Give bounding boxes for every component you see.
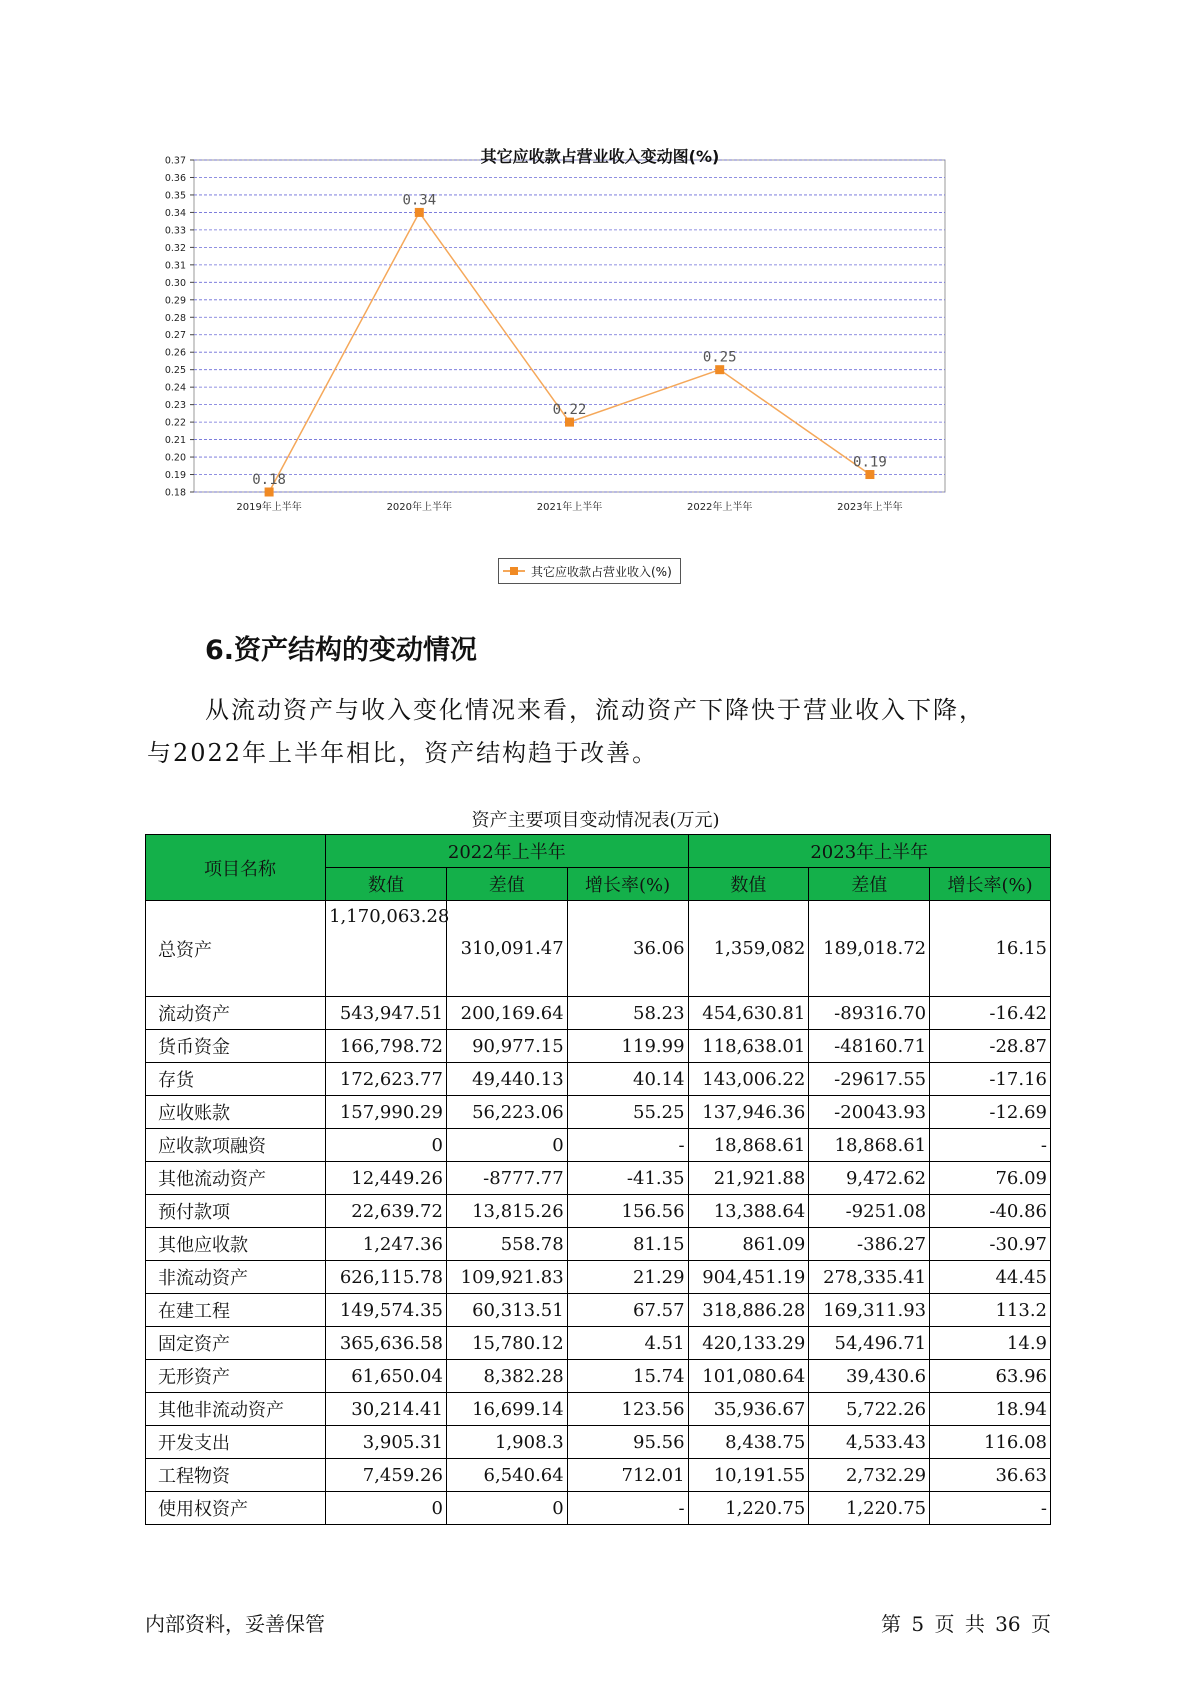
table-cell: 35,936.67 (688, 1393, 809, 1426)
table-cell: -20043.93 (809, 1096, 930, 1129)
table-cell: 143,006.22 (688, 1063, 809, 1096)
y-tick-label: 0.26 (164, 347, 186, 359)
header-value: 数值 (326, 868, 447, 901)
table-cell: 1,220.75 (809, 1492, 930, 1525)
table-cell: 365,636.58 (326, 1327, 447, 1360)
row-label: 总资产 (146, 901, 326, 997)
data-label: 0.25 (702, 349, 737, 366)
table-cell: 21,921.88 (688, 1162, 809, 1195)
row-label: 应收账款 (146, 1096, 326, 1129)
header-growth: 增长率(%) (567, 868, 688, 901)
table-cell: 558.78 (446, 1228, 567, 1261)
table-caption: 资产主要项目变动情况表(万元) (471, 810, 720, 831)
table-cell: 55.25 (567, 1096, 688, 1129)
table-cell: 2,732.29 (809, 1459, 930, 1492)
table-cell: 4,533.43 (809, 1426, 930, 1459)
table-cell: 200,169.64 (446, 997, 567, 1030)
table-cell: 44.45 (930, 1261, 1051, 1294)
row-label: 开发支出 (146, 1426, 326, 1459)
data-point-marker (715, 365, 724, 374)
table-cell: 118,638.01 (688, 1030, 809, 1063)
table-cell: 63.96 (930, 1360, 1051, 1393)
line-chart (140, 130, 1060, 600)
chart-legend (498, 558, 681, 584)
data-label: 0.19 (853, 454, 887, 471)
table-cell: 56,223.06 (446, 1096, 567, 1129)
y-tick-label: 0.22 (164, 417, 186, 429)
y-tick-label: 0.23 (164, 400, 186, 412)
table-cell: 8,382.28 (446, 1360, 567, 1393)
table-cell: 137,946.36 (688, 1096, 809, 1129)
table-cell: 14.9 (930, 1327, 1051, 1360)
chart-canvas (140, 130, 1060, 600)
y-tick-label: 0.36 (164, 172, 186, 184)
table-cell: 1,220.75 (688, 1492, 809, 1525)
y-tick-label: 0.34 (164, 207, 186, 219)
y-tick-label: 0.24 (164, 382, 186, 394)
table-cell: 0 (326, 1129, 447, 1162)
table-cell: 30,214.41 (326, 1393, 447, 1426)
table-cell: 157,990.29 (326, 1096, 447, 1129)
data-point-marker (265, 488, 274, 497)
x-tick-label: 2022年上半年 (686, 502, 753, 513)
header-period-2023: 2023年上半年 (688, 835, 1050, 868)
table-row (146, 1492, 1051, 1525)
table-row (146, 1228, 1051, 1261)
table-cell: 278,335.41 (809, 1261, 930, 1294)
row-label: 非流动资产 (146, 1261, 326, 1294)
row-label: 其他非流动资产 (146, 1393, 326, 1426)
y-tick-label: 0.19 (164, 470, 186, 482)
footer-confidential-note: 内部资料，妥善保管 (145, 1612, 325, 1636)
table-cell: 1,359,082 (688, 901, 809, 997)
data-point-marker (415, 208, 424, 217)
table-cell: - (567, 1129, 688, 1162)
row-label: 使用权资产 (146, 1492, 326, 1525)
table-cell: 67.57 (567, 1294, 688, 1327)
table-row (146, 997, 1051, 1030)
legend-label: 其它应收款占营业收入(%) (531, 564, 672, 579)
table-cell: 0 (326, 1492, 447, 1525)
table-cell: -48160.71 (809, 1030, 930, 1063)
row-label: 货币资金 (146, 1030, 326, 1063)
table-cell: 10,191.55 (688, 1459, 809, 1492)
table-cell: 119.99 (567, 1030, 688, 1063)
table-cell: -12.69 (930, 1096, 1051, 1129)
row-label: 在建工程 (146, 1294, 326, 1327)
row-label: 预付款项 (146, 1195, 326, 1228)
table-cell: 626,115.78 (326, 1261, 447, 1294)
table-cell: 95.56 (567, 1426, 688, 1459)
table-cell: -9251.08 (809, 1195, 930, 1228)
table-cell: 18,868.61 (688, 1129, 809, 1162)
y-tick-label: 0.18 (164, 487, 186, 499)
table-cell: 1,908.3 (446, 1426, 567, 1459)
table-cell: 123.56 (567, 1393, 688, 1426)
table-cell: 40.14 (567, 1063, 688, 1096)
table-cell: 3,905.31 (326, 1426, 447, 1459)
table-cell: 90,977.15 (446, 1030, 567, 1063)
table-cell: 149,574.35 (326, 1294, 447, 1327)
table-cell: 18,868.61 (809, 1129, 930, 1162)
chart-title: 其它应收款占营业收入变动图(%) (480, 147, 720, 166)
table-cell: -41.35 (567, 1162, 688, 1195)
legend-marker-icon (503, 566, 525, 576)
table-cell: -30.97 (930, 1228, 1051, 1261)
y-tick-label: 0.35 (164, 190, 186, 202)
table-cell: 4.51 (567, 1327, 688, 1360)
row-label: 工程物资 (146, 1459, 326, 1492)
row-label: 固定资产 (146, 1327, 326, 1360)
y-tick-label: 0.32 (164, 242, 186, 254)
table-row (146, 901, 1051, 997)
table-cell: 54,496.71 (809, 1327, 930, 1360)
table-cell: 169,311.93 (809, 1294, 930, 1327)
table-cell: 18.94 (930, 1393, 1051, 1426)
table-cell: 8,438.75 (688, 1426, 809, 1459)
table-cell: 172,623.77 (326, 1063, 447, 1096)
y-tick-label: 0.31 (164, 260, 186, 272)
table-cell: 113.2 (930, 1294, 1051, 1327)
row-label: 其他应收款 (146, 1228, 326, 1261)
table-cell: 15.74 (567, 1360, 688, 1393)
y-tick-label: 0.29 (164, 295, 186, 307)
row-label: 存货 (146, 1063, 326, 1096)
y-tick-label: 0.25 (164, 365, 186, 377)
table-cell: 166,798.72 (326, 1030, 447, 1063)
table-cell: 58.23 (567, 997, 688, 1030)
table-cell: 16.15 (930, 901, 1051, 997)
table-cell: 16,699.14 (446, 1393, 567, 1426)
table-cell: 15,780.12 (446, 1327, 567, 1360)
table-row (146, 1426, 1051, 1459)
table-cell: - (567, 1492, 688, 1525)
table-row (146, 1393, 1051, 1426)
table-cell: 1,247.36 (326, 1228, 447, 1261)
row-label: 流动资产 (146, 997, 326, 1030)
table-row (146, 1360, 1051, 1393)
table-cell: -29617.55 (809, 1063, 930, 1096)
y-tick-label: 0.37 (164, 155, 186, 167)
table-cell: 0 (446, 1129, 567, 1162)
table-cell: 420,133.29 (688, 1327, 809, 1360)
paragraph-line-1: 从流动资产与收入变化情况来看，流动资产下降快于营业收入下降， (205, 696, 985, 724)
y-tick-label: 0.30 (164, 277, 186, 289)
table-cell: 189,018.72 (809, 901, 930, 997)
table-cell: 21.29 (567, 1261, 688, 1294)
table-cell: 1,170,063.28 (326, 901, 447, 997)
table-cell: 543,947.51 (326, 997, 447, 1030)
asset-change-table (145, 834, 1051, 1525)
table-cell: 13,815.26 (446, 1195, 567, 1228)
y-tick-label: 0.33 (164, 225, 186, 237)
table-cell: 116.08 (930, 1426, 1051, 1459)
table-cell: 156.56 (567, 1195, 688, 1228)
table-cell: 861.09 (688, 1228, 809, 1261)
data-label: 0.18 (252, 472, 286, 488)
table-cell: 39,430.6 (809, 1360, 930, 1393)
table-row (146, 1327, 1051, 1360)
table-cell: 22,639.72 (326, 1195, 447, 1228)
header-value: 数值 (688, 868, 809, 901)
header-diff: 差值 (446, 868, 567, 901)
x-tick-label: 2020年上半年 (386, 502, 453, 513)
table-row (146, 1129, 1051, 1162)
table-cell: 9,472.62 (809, 1162, 930, 1195)
table-row (146, 1030, 1051, 1063)
table-row (146, 1096, 1051, 1129)
table-cell: 76.09 (930, 1162, 1051, 1195)
table-row (146, 1195, 1051, 1228)
table-cell: 12,449.26 (326, 1162, 447, 1195)
table-cell: -89316.70 (809, 997, 930, 1030)
footer-page-number: 第 5 页 共 36 页 (881, 1612, 1051, 1636)
header-growth: 增长率(%) (930, 868, 1051, 901)
table-cell: 0 (446, 1492, 567, 1525)
table-cell: 49,440.13 (446, 1063, 567, 1096)
table-cell: 36.63 (930, 1459, 1051, 1492)
paragraph-line-2: 与2022年上半年相比，资产结构趋于改善。 (147, 739, 659, 767)
table-cell: 101,080.64 (688, 1360, 809, 1393)
table-cell: -16.42 (930, 997, 1051, 1030)
table-cell: -28.87 (930, 1030, 1051, 1063)
table-cell: 60,313.51 (446, 1294, 567, 1327)
header-period-2022: 2022年上半年 (326, 835, 688, 868)
x-tick-label: 2023年上半年 (837, 502, 903, 513)
section-heading: 6.资产结构的变动情况 (205, 635, 478, 666)
table-cell: -8777.77 (446, 1162, 567, 1195)
table-cell: - (930, 1492, 1051, 1525)
data-point-marker (565, 418, 574, 427)
table-cell: 6,540.64 (446, 1459, 567, 1492)
row-label: 其他流动资产 (146, 1162, 326, 1195)
row-label: 无形资产 (146, 1360, 326, 1393)
x-tick-label: 2019年上半年 (236, 502, 302, 513)
table-cell: 712.01 (567, 1459, 688, 1492)
data-label: 0.34 (402, 192, 437, 209)
x-tick-label: 2021年上半年 (536, 502, 603, 513)
y-tick-label: 0.27 (164, 330, 186, 342)
table-cell: 454,630.81 (688, 997, 809, 1030)
table-cell: 310,091.47 (446, 901, 567, 997)
table-row (146, 1294, 1051, 1327)
table-cell: - (930, 1129, 1051, 1162)
table-row (146, 1063, 1051, 1096)
y-tick-label: 0.20 (164, 452, 186, 464)
y-tick-label: 0.28 (164, 312, 186, 324)
table-cell: 5,722.26 (809, 1393, 930, 1426)
table-cell: 7,459.26 (326, 1459, 447, 1492)
header-item-name: 项目名称 (146, 835, 326, 901)
data-label: 0.22 (552, 402, 587, 419)
table-cell: 13,388.64 (688, 1195, 809, 1228)
table-cell: -386.27 (809, 1228, 930, 1261)
table-cell: 318,886.28 (688, 1294, 809, 1327)
table-cell: 109,921.83 (446, 1261, 567, 1294)
y-tick-label: 0.21 (164, 435, 186, 447)
table-cell: -17.16 (930, 1063, 1051, 1096)
plot-area (194, 160, 945, 492)
table-cell: -40.86 (930, 1195, 1051, 1228)
table-cell: 81.15 (567, 1228, 688, 1261)
table-cell: 904,451.19 (688, 1261, 809, 1294)
table-cell: 61,650.04 (326, 1360, 447, 1393)
row-label: 应收款项融资 (146, 1129, 326, 1162)
table-cell: 36.06 (567, 901, 688, 997)
table-row (146, 1162, 1051, 1195)
table-row (146, 1261, 1051, 1294)
header-diff: 差值 (809, 868, 930, 901)
data-point-marker (865, 470, 874, 479)
table-row (146, 1459, 1051, 1492)
